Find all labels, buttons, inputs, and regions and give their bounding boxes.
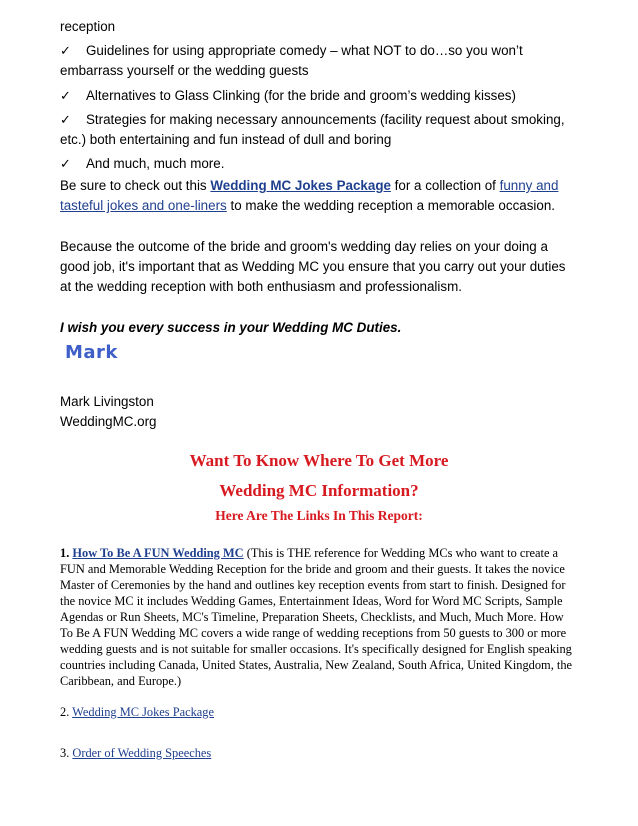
paragraph-line: Because the outcome of the bride and groom's wedding day relies on your doing a	[60, 239, 548, 254]
checkmark-icon: ✓	[60, 113, 71, 128]
list-desc-line: FUN and Memorable Wedding Reception for the bride and groom and their guests. It takes the novice	[60, 562, 565, 576]
signature-image: Mark	[65, 342, 118, 363]
order-of-speeches-link[interactable]: Order of Wedding Speeches	[72, 746, 212, 760]
section-heading-1: Want To Know Where To Get More	[189, 451, 449, 470]
list-desc-line: wedding guests and is not suitable for smaller occasions. It's specifically designed for English speaking	[60, 642, 572, 656]
list-item	[60, 704, 214, 720]
bullet-item	[60, 110, 565, 131]
promo-line-2	[60, 196, 555, 216]
promo-text: Be sure to check out this	[60, 178, 211, 193]
list-number: 1.	[60, 546, 70, 560]
list-desc-line: Master of Ceremonies by the hand and outlines key reception events from start to finish. Designed for	[60, 578, 566, 592]
list-number: 2.	[60, 705, 70, 719]
promo-line-1	[60, 176, 558, 196]
bullet-text-continued: embarrass yourself or the wedding guests	[60, 63, 309, 78]
bullet-text-continued: etc.) both entertaining and fun instead of dull and boring	[60, 132, 392, 147]
list-number: 3.	[60, 746, 70, 760]
section-heading-3: Here Are The Links In This Report:	[215, 508, 423, 523]
text-line: reception	[60, 19, 116, 34]
list-item	[60, 545, 558, 561]
promo-text: to make the wedding reception a memorable occasion.	[226, 198, 556, 213]
funny-jokes-link[interactable]: funny and	[499, 178, 559, 193]
section-heading-2: Wedding MC Information?	[219, 481, 419, 500]
list-desc-line: countries including Canada, United States, Australia, New Zealand, South Africa, United Kingdom, the	[60, 658, 573, 672]
list-desc-line: Caribbean, and Europe.)	[60, 674, 182, 688]
list-item	[60, 745, 211, 761]
list-desc-line: To Be A FUN Wedding MC covers a wide range of wedding receptions from 50 guests to 300 or more	[60, 626, 567, 640]
list-desc-line: the novice MC it includes Wedding Games, Entertainment Ideas, Word for Word MC Scripts, Sample	[60, 594, 563, 608]
bullet-text: And much, much more.	[86, 156, 225, 171]
bullet-item	[60, 86, 516, 107]
closing-line: I wish you every success in your Wedding MC Duties.	[60, 320, 402, 335]
paragraph-line: good job, it's important that as Wedding MC you ensure that you carry out your duties	[60, 259, 566, 274]
author-site: WeddingMC.org	[60, 414, 157, 429]
checkmark-icon: ✓	[60, 89, 71, 104]
checkmark-icon: ✓	[60, 44, 71, 59]
checkmark-icon: ✓	[60, 157, 71, 172]
author-name: Mark Livingston	[60, 394, 154, 409]
promo-text: for a collection of	[390, 178, 500, 193]
list-desc: (This is THE reference for Wedding MCs who want to create a	[246, 546, 559, 560]
list-desc-line: Agendas or Run Sheets, MC's Timeline, Preparation Sheets, Checklists, and Much, Much More. How	[60, 610, 564, 624]
jokes-package-link[interactable]: Wedding MC Jokes Package	[210, 178, 391, 193]
bullet-text: Guidelines for using appropriate comedy – what NOT to do…so you won’t	[86, 43, 523, 58]
jokes-package-link-2[interactable]: Wedding MC Jokes Package	[72, 705, 214, 719]
bullet-text: Alternatives to Glass Clinking (for the bride and groom’s wedding kisses)	[86, 88, 516, 103]
bullet-item	[60, 154, 224, 175]
bullet-text: Strategies for making necessary announcements (facility request about smoking,	[86, 112, 565, 127]
bullet-item	[60, 41, 523, 62]
funny-jokes-link-continued[interactable]: tasteful jokes and one-liners	[60, 198, 227, 213]
fun-wedding-mc-link[interactable]: How To Be A FUN Wedding MC	[72, 546, 244, 560]
paragraph-line: at the wedding reception with both enthusiasm and professionalism.	[60, 279, 462, 294]
